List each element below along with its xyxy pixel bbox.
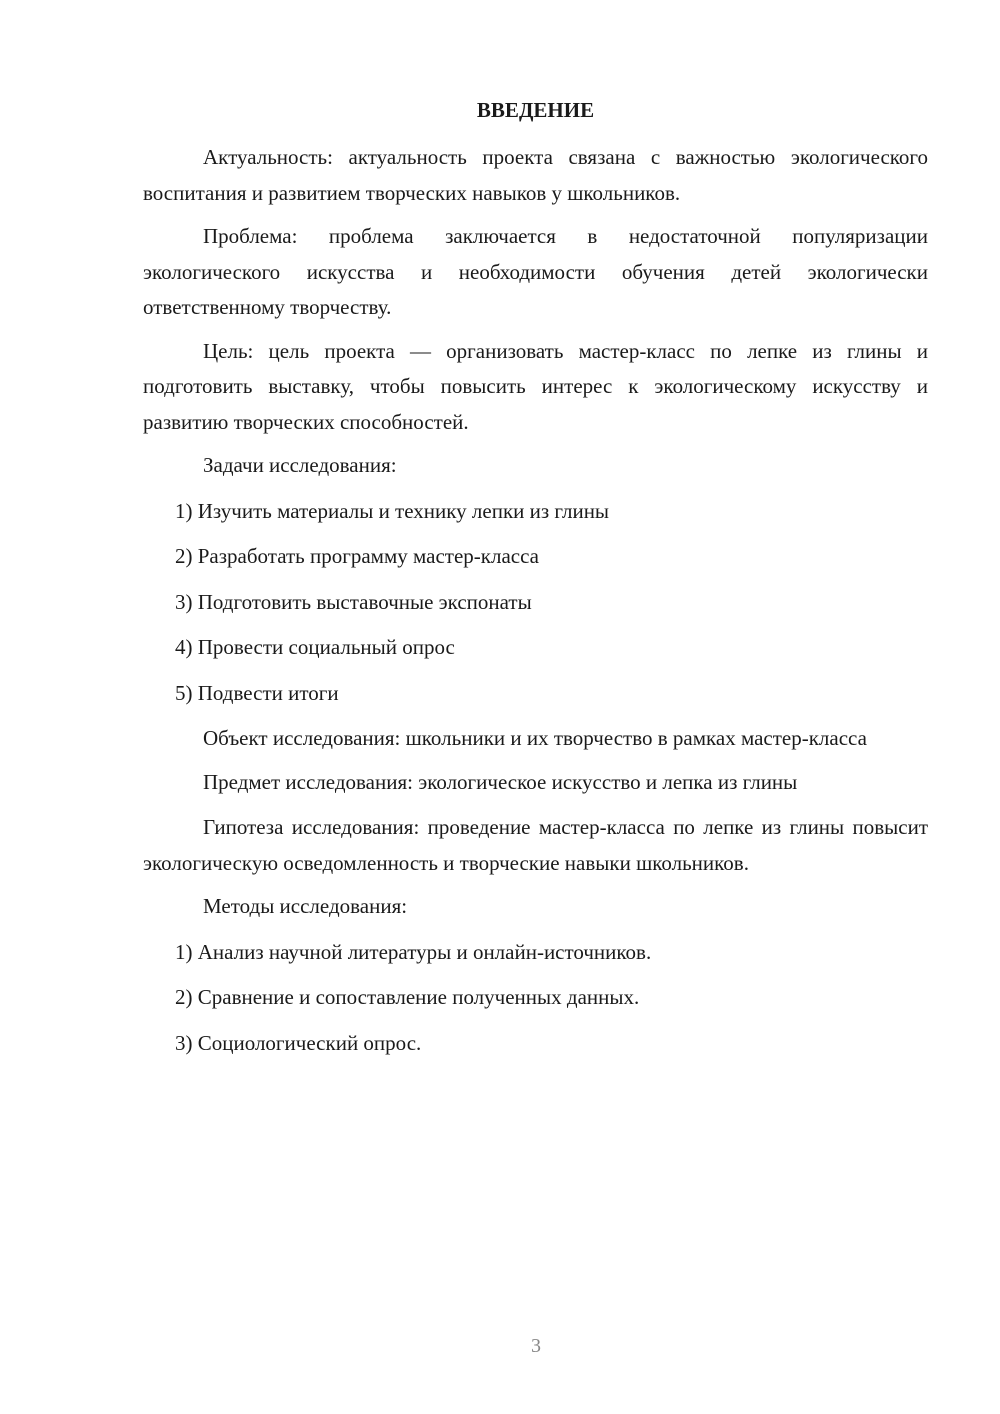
page-content bbox=[143, 95, 928, 1071]
list-item: 2) Разработать программу мастер-класса bbox=[175, 544, 539, 568]
tasks-list bbox=[143, 494, 928, 712]
list-item: 4) Провести социальный опрос bbox=[175, 635, 455, 659]
methods-label: Методы исследования: bbox=[203, 894, 408, 918]
problem-paragraph: Проблема: проблема заключается в недостаточной популяризации экологического искусства и необходимости обучения детей экологически ответственному творчеству. bbox=[143, 224, 928, 319]
list-item: 5) Подвести итоги bbox=[175, 680, 339, 705]
relevance-paragraph: Актуальность: актуальность проекта связана с важностью экологического воспитания и развитием творческих навыков у школьников. bbox=[143, 145, 928, 205]
list-item: 1) Анализ научной литературы и онлайн-источников. bbox=[175, 939, 652, 964]
tasks-label: Задачи исследования: bbox=[203, 453, 397, 477]
list-item: 3) Социологический опрос. bbox=[175, 1030, 422, 1055]
goal-paragraph: Цель: цель проекта — организовать мастер-класс по лепке из глины и подготовить выставку, чтобы повысить интерес к экологическому искусству и развитию творческих способностей. bbox=[143, 338, 928, 434]
page-title: ВВЕДЕНИЕ bbox=[476, 98, 595, 122]
hypothesis-paragraph: Гипотеза исследования: проведение мастер-класса по лепке из глины повысит экологическую осведомленность и творческие навыки школьников. bbox=[143, 815, 928, 875]
subject-paragraph: Предмет исследования: экологическое искусство и лепка из глины bbox=[203, 769, 798, 794]
list-item: 1) Изучить материалы и технику лепки из глины bbox=[175, 498, 610, 523]
list-item: 3) Подготовить выставочные экспонаты bbox=[175, 589, 532, 614]
list-item: 2) Сравнение и сопоставление полученных данных. bbox=[175, 985, 640, 1009]
page-number: 3 bbox=[531, 1335, 541, 1357]
object-paragraph: Объект исследования: школьники и их творчество в рамках мастер-класса bbox=[203, 726, 867, 750]
methods-list bbox=[143, 935, 928, 1062]
